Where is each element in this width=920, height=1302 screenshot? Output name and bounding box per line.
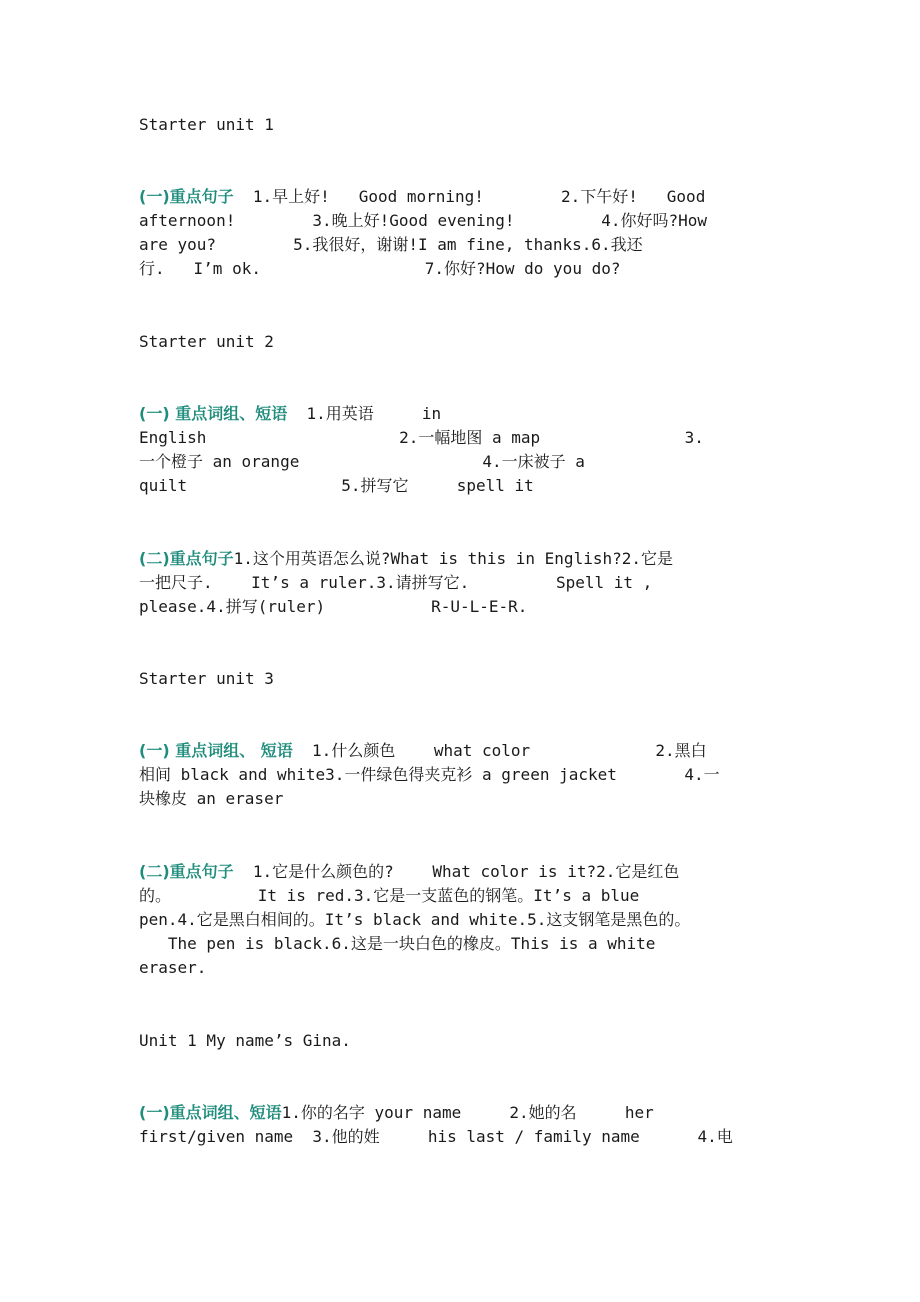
paragraph-line: English 2.一幅地图 a map 3.: [139, 428, 704, 447]
section-heading: Starter unit 3: [139, 669, 274, 688]
paragraph-line: 一个橙子 an orange 4.一床被子 a: [139, 452, 585, 471]
paragraph-line: [139, 860, 679, 884]
paragraph-line: 的。 It is red.3.它是一支蓝色的钢笔。It’s a blue: [139, 886, 640, 905]
paragraph-line: quilt 5.拼写它 spell it: [139, 476, 534, 495]
line-text: 1.它是什么颜色的? What color is it?2.它是红色: [233, 862, 680, 881]
paragraph-line: [139, 739, 707, 763]
paragraph-line: The pen is black.6.这是一块白色的橡皮。This is a white: [139, 934, 656, 953]
paragraph-line: first/given name 3.他的姓 his last / family name 4.电: [139, 1127, 733, 1146]
paragraph-line: [139, 185, 705, 209]
paragraph-line: pen.4.它是黑白相间的。It’s black and white.5.这支钢笔是黑色的。: [139, 910, 691, 929]
block-label: (一)重点词组、短语: [139, 1103, 282, 1122]
line-text: 1.早上好! Good morning! 2.下午好! Good: [233, 187, 706, 206]
paragraph-line: 行. I’m ok. 7.你好?How do you do?: [139, 259, 621, 278]
paragraph-line: 相间 black and white3.一件绿色得夹克衫 a green jacket 4.一: [139, 765, 720, 784]
section-heading: Starter unit 1: [139, 115, 274, 134]
block-label: (二)重点句子: [139, 549, 234, 568]
paragraph-line: 一把尺子. It’s a ruler.3.请拼写它. Spell it ,: [139, 573, 653, 592]
line-text: 1.这个用英语怎么说?What is this in English?2.它是: [233, 549, 673, 568]
block-label: (一) 重点词组、短语: [139, 404, 288, 423]
paragraph-line: eraser.: [139, 958, 207, 977]
block-label: (一)重点句子: [139, 187, 234, 206]
paragraph-line: are you? 5.我很好，谢谢!I am fine, thanks.6.我还: [139, 235, 643, 254]
paragraph-line: [139, 1101, 654, 1125]
line-text: 1.你的名字 your name 2.她的名 her: [281, 1103, 654, 1122]
block-label: (二)重点句子: [139, 862, 234, 881]
line-text: 1.用英语 in: [287, 404, 442, 423]
section-heading: Unit 1 My name’s Gina.: [139, 1031, 351, 1050]
paragraph-line: please.4.拼写(ruler) R-U-L-E-R.: [139, 597, 528, 616]
section-heading: Starter unit 2: [139, 332, 274, 351]
paragraph-line: [139, 402, 441, 426]
block-label: (一) 重点词组、 短语: [139, 741, 293, 760]
paragraph-line: [139, 547, 673, 571]
paragraph-line: 块橡皮 an eraser: [139, 789, 284, 808]
paragraph-line: afternoon! 3.晚上好!Good evening! 4.你好吗?How: [139, 211, 708, 230]
line-text: 1.什么颜色 what color 2.黑白: [292, 741, 707, 760]
